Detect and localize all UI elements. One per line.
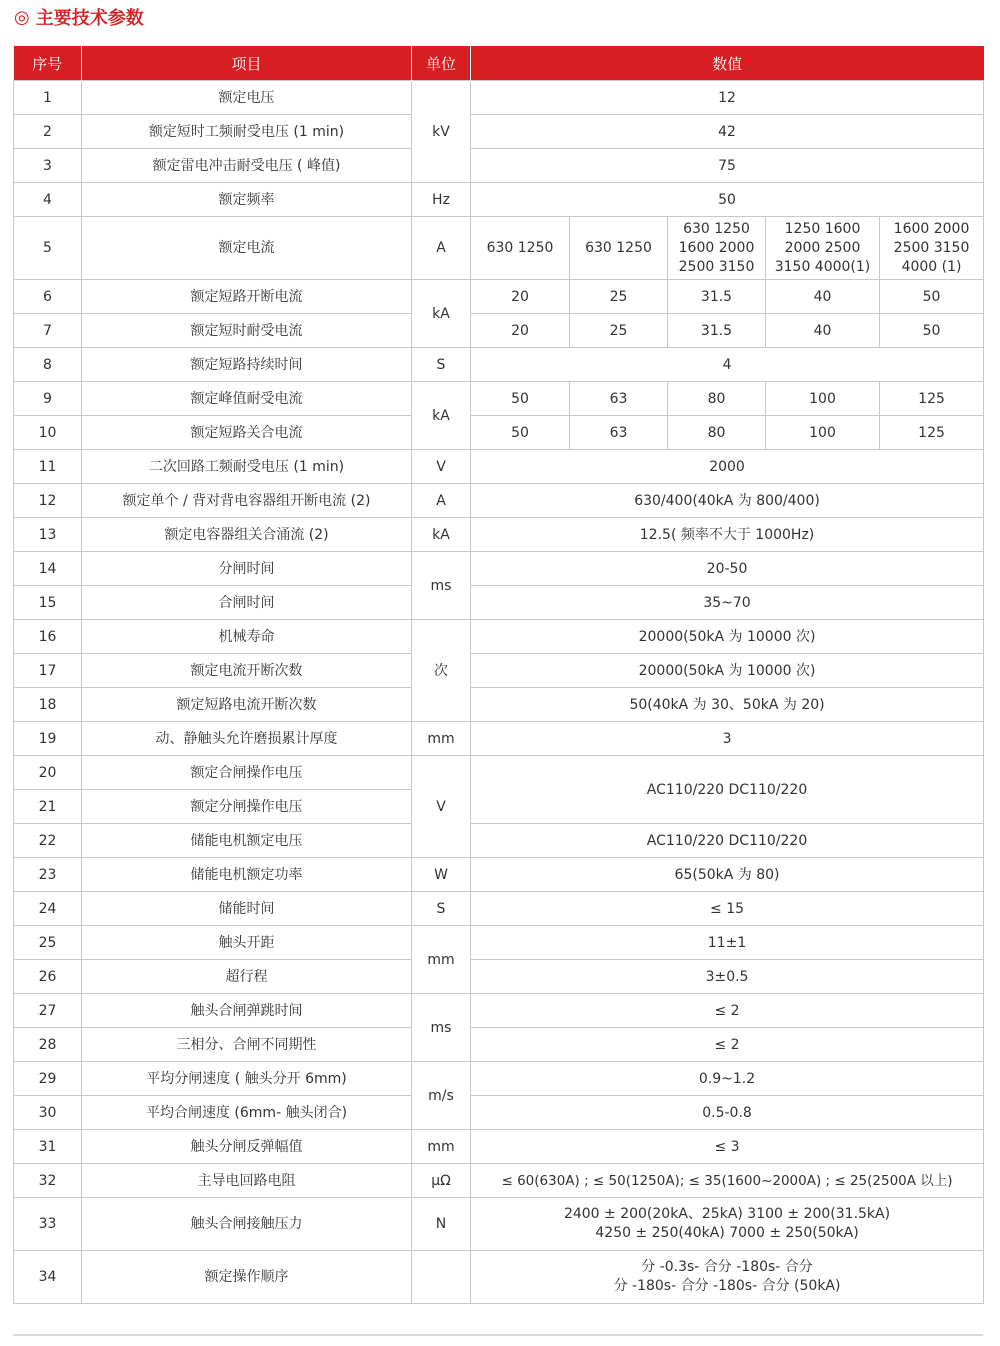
row-item: 储能时间 <box>82 892 412 926</box>
table-row <box>14 183 984 217</box>
row-no: 13 <box>14 518 82 552</box>
row-no: 19 <box>14 722 82 756</box>
row-no: 6 <box>14 280 82 314</box>
row-no: 32 <box>14 1164 82 1198</box>
table-row <box>14 552 984 586</box>
row-no: 33 <box>14 1198 82 1251</box>
row-value: AC110/220 DC110/220 <box>471 756 984 824</box>
row-value-col: 80 <box>668 382 766 416</box>
row-unit: N <box>412 1198 471 1251</box>
row-item: 额定操作顺序 <box>82 1251 412 1304</box>
row-value: 2400 ± 200(20kA、25kA) 3100 ± 200(31.5kA) 4250 ± 250(40kA) 7000 ± 250(50kA) <box>471 1198 984 1251</box>
table-row <box>14 348 984 382</box>
row-value-col: 40 <box>766 280 880 314</box>
row-value: 20000(50kA 为 10000 次) <box>471 654 984 688</box>
row-unit: A <box>412 484 471 518</box>
row-unit: V <box>412 450 471 484</box>
row-value: 2000 <box>471 450 984 484</box>
table-row <box>14 115 984 149</box>
row-item: 额定短路持续时间 <box>82 348 412 382</box>
table-row <box>14 688 984 722</box>
row-item: 触头开距 <box>82 926 412 960</box>
row-item: 额定合闸操作电压 <box>82 756 412 790</box>
row-item: 二次回路工频耐受电压 (1 min) <box>82 450 412 484</box>
row-value-col: 20 <box>471 314 570 348</box>
table-row <box>14 892 984 926</box>
row-item: 额定分闸操作电压 <box>82 790 412 824</box>
row-no: 29 <box>14 1062 82 1096</box>
row-value: 50 <box>471 183 984 217</box>
table-row <box>14 994 984 1028</box>
row-value-col: 80 <box>668 416 766 450</box>
row-no: 23 <box>14 858 82 892</box>
table-header-row <box>14 46 984 81</box>
row-value: 42 <box>471 115 984 149</box>
circle-bullet-icon: ◎ <box>14 6 30 28</box>
table-row <box>14 450 984 484</box>
row-value: ≤ 60(630A) ; ≤ 50(1250A); ≤ 35(1600~2000A) ; ≤ 25(2500A 以上) <box>471 1164 984 1198</box>
row-value: 630/400(40kA 为 800/400) <box>471 484 984 518</box>
row-item: 额定短时耐受电流 <box>82 314 412 348</box>
row-item: 超行程 <box>82 960 412 994</box>
row-no: 7 <box>14 314 82 348</box>
row-no: 4 <box>14 183 82 217</box>
table-row <box>14 280 984 314</box>
row-value: 0.9~1.2 <box>471 1062 984 1096</box>
row-value: AC110/220 DC110/220 <box>471 824 984 858</box>
section-title <box>14 4 144 30</box>
row-value: 4 <box>471 348 984 382</box>
row-item: 分闸时间 <box>82 552 412 586</box>
table-row <box>14 149 984 183</box>
table-row <box>14 960 984 994</box>
table-row <box>14 1028 984 1062</box>
row-value-col: 100 <box>766 382 880 416</box>
row-item: 储能电机额定电压 <box>82 824 412 858</box>
row-value: ≤ 15 <box>471 892 984 926</box>
row-no: 8 <box>14 348 82 382</box>
table-row <box>14 926 984 960</box>
row-item: 机械寿命 <box>82 620 412 654</box>
row-unit: ms <box>412 552 471 620</box>
row-no: 31 <box>14 1130 82 1164</box>
row-value-col: 630 1250 1600 2000 2500 3150 <box>668 217 766 280</box>
header-value: 数值 <box>471 46 984 81</box>
table-row <box>14 1164 984 1198</box>
table-row <box>14 314 984 348</box>
row-value: 35~70 <box>471 586 984 620</box>
row-no: 18 <box>14 688 82 722</box>
row-no: 9 <box>14 382 82 416</box>
row-unit: ms <box>412 994 471 1062</box>
row-no: 22 <box>14 824 82 858</box>
row-no: 26 <box>14 960 82 994</box>
row-value: 20000(50kA 为 10000 次) <box>471 620 984 654</box>
header-no: 序号 <box>14 46 82 81</box>
row-value-col: 125 <box>880 382 984 416</box>
row-value: 75 <box>471 149 984 183</box>
table-row <box>14 756 984 790</box>
table-row <box>14 824 984 858</box>
row-value-col: 50 <box>880 314 984 348</box>
row-value: 分 -0.3s- 合分 -180s- 合分 分 -180s- 合分 -180s- 合分 (50kA) <box>471 1251 984 1304</box>
row-item: 平均合闸速度 (6mm- 触头闭合) <box>82 1096 412 1130</box>
row-value-col: 100 <box>766 416 880 450</box>
row-value: 50(40kA 为 30、50kA 为 20) <box>471 688 984 722</box>
row-unit: m/s <box>412 1062 471 1130</box>
row-value-col: 63 <box>570 416 668 450</box>
row-value: 12 <box>471 81 984 115</box>
row-no: 30 <box>14 1096 82 1130</box>
row-value: 11±1 <box>471 926 984 960</box>
row-no: 2 <box>14 115 82 149</box>
row-unit: 次 <box>412 620 471 722</box>
row-unit: S <box>412 348 471 382</box>
row-item: 额定短路电流开断次数 <box>82 688 412 722</box>
row-unit: kA <box>412 280 471 348</box>
row-item: 额定电流 <box>82 217 412 280</box>
table-row <box>14 1096 984 1130</box>
table-row <box>14 858 984 892</box>
header-unit: 单位 <box>412 46 471 81</box>
row-value-col: 1250 1600 2000 2500 3150 4000(1) <box>766 217 880 280</box>
row-no: 25 <box>14 926 82 960</box>
row-value-col: 50 <box>880 280 984 314</box>
row-item: 额定电流开断次数 <box>82 654 412 688</box>
row-item: 三相分、合闸不同期性 <box>82 1028 412 1062</box>
row-item: 额定短路关合电流 <box>82 416 412 450</box>
row-unit: mm <box>412 926 471 994</box>
table-row <box>14 1251 984 1304</box>
row-value-col: 630 1250 <box>570 217 668 280</box>
row-no: 17 <box>14 654 82 688</box>
table-row <box>14 518 984 552</box>
spec-table <box>13 46 984 1304</box>
row-no: 10 <box>14 416 82 450</box>
table-row <box>14 382 984 416</box>
row-value: ≤ 2 <box>471 1028 984 1062</box>
row-no: 24 <box>14 892 82 926</box>
row-no: 15 <box>14 586 82 620</box>
row-unit: kA <box>412 518 471 552</box>
row-value: 20-50 <box>471 552 984 586</box>
row-value-col: 31.5 <box>668 314 766 348</box>
row-value-col: 50 <box>471 416 570 450</box>
row-unit: S <box>412 892 471 926</box>
row-item: 触头合闸弹跳时间 <box>82 994 412 1028</box>
table-row <box>14 620 984 654</box>
row-no: 11 <box>14 450 82 484</box>
row-no: 20 <box>14 756 82 790</box>
table-row <box>14 586 984 620</box>
row-item: 触头合闸接触压力 <box>82 1198 412 1251</box>
row-value-col: 1600 2000 2500 3150 4000 (1) <box>880 217 984 280</box>
row-item: 额定短路开断电流 <box>82 280 412 314</box>
row-no: 28 <box>14 1028 82 1062</box>
row-unit: mm <box>412 722 471 756</box>
row-value-col: 40 <box>766 314 880 348</box>
table-row <box>14 81 984 115</box>
row-unit: μΩ <box>412 1164 471 1198</box>
table-row <box>14 1198 984 1251</box>
row-value-col: 50 <box>471 382 570 416</box>
row-unit: V <box>412 756 471 858</box>
table-row <box>14 416 984 450</box>
row-value: 3±0.5 <box>471 960 984 994</box>
row-item: 平均分闸速度 ( 触头分开 6mm) <box>82 1062 412 1096</box>
row-unit: kV <box>412 81 471 183</box>
row-value-col: 63 <box>570 382 668 416</box>
row-item: 额定短时工频耐受电压 (1 min) <box>82 115 412 149</box>
row-value: 12.5( 频率不大于 1000Hz) <box>471 518 984 552</box>
row-item: 额定电压 <box>82 81 412 115</box>
row-no: 16 <box>14 620 82 654</box>
footer-divider <box>13 1334 983 1336</box>
row-value: ≤ 3 <box>471 1130 984 1164</box>
row-unit: mm <box>412 1130 471 1164</box>
row-unit <box>412 1251 471 1304</box>
row-item: 储能电机额定功率 <box>82 858 412 892</box>
row-no: 1 <box>14 81 82 115</box>
row-value: 3 <box>471 722 984 756</box>
table-row <box>14 1062 984 1096</box>
row-value: 0.5-0.8 <box>471 1096 984 1130</box>
row-item: 额定电容器组关合涌流 (2) <box>82 518 412 552</box>
row-item: 动、静触头允许磨损累计厚度 <box>82 722 412 756</box>
row-no: 34 <box>14 1251 82 1304</box>
row-item: 主导电回路电阻 <box>82 1164 412 1198</box>
table-row <box>14 722 984 756</box>
row-value-col: 630 1250 <box>471 217 570 280</box>
table-row <box>14 484 984 518</box>
row-value-col: 25 <box>570 314 668 348</box>
row-unit: A <box>412 217 471 280</box>
row-no: 14 <box>14 552 82 586</box>
row-item: 额定雷电冲击耐受电压 ( 峰值) <box>82 149 412 183</box>
row-no: 12 <box>14 484 82 518</box>
row-unit: W <box>412 858 471 892</box>
row-item: 额定单个 / 背对背电容器组开断电流 (2) <box>82 484 412 518</box>
section-title-text: 主要技术参数 <box>35 8 144 29</box>
row-item: 额定频率 <box>82 183 412 217</box>
row-no: 5 <box>14 217 82 280</box>
row-value-col: 125 <box>880 416 984 450</box>
table-row <box>14 1130 984 1164</box>
row-no: 21 <box>14 790 82 824</box>
row-value: ≤ 2 <box>471 994 984 1028</box>
row-item: 额定峰值耐受电流 <box>82 382 412 416</box>
header-item: 项目 <box>82 46 412 81</box>
row-item: 合闸时间 <box>82 586 412 620</box>
table-row <box>14 217 984 280</box>
row-item: 触头分闸反弹幅值 <box>82 1130 412 1164</box>
row-no: 3 <box>14 149 82 183</box>
row-value-col: 31.5 <box>668 280 766 314</box>
row-value: 65(50kA 为 80) <box>471 858 984 892</box>
row-unit: kA <box>412 382 471 450</box>
table-row <box>14 654 984 688</box>
row-value-col: 20 <box>471 280 570 314</box>
row-unit: Hz <box>412 183 471 217</box>
row-no: 27 <box>14 994 82 1028</box>
row-value-col: 25 <box>570 280 668 314</box>
